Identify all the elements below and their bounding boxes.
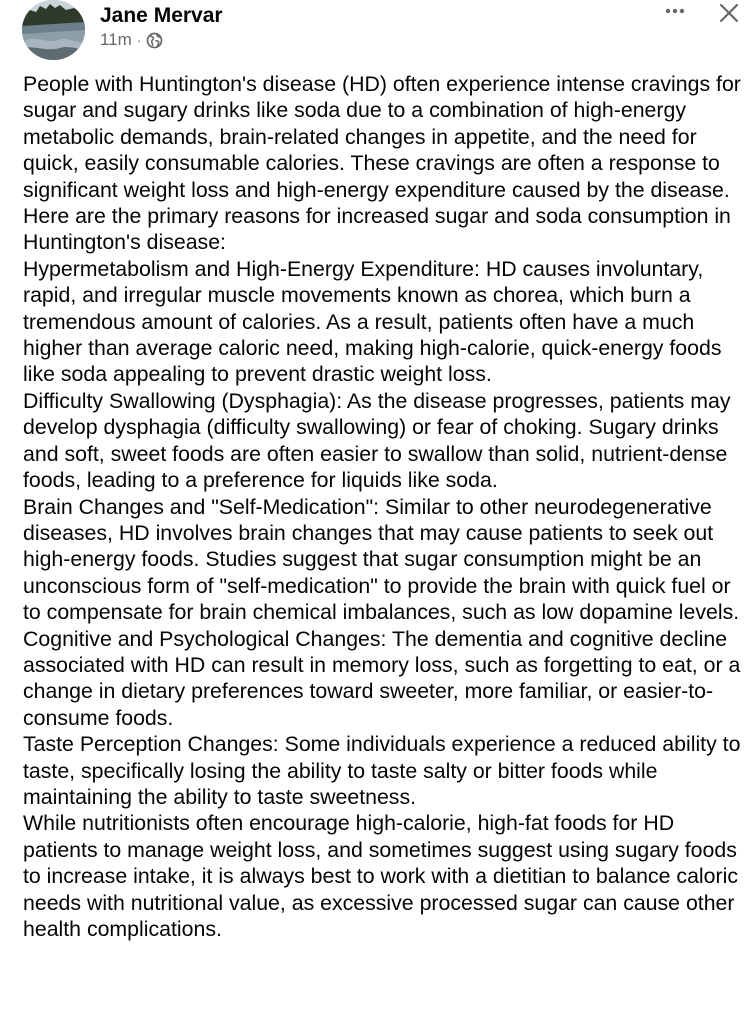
- avatar[interactable]: [22, 0, 85, 60]
- close-button[interactable]: [712, 0, 746, 26]
- post-paragraph: Brain Changes and "Self-Medication": Similar to other neurodegenerative diseases, HD involves brain changes that may cause patients to seek out high-energy foods. Studies suggest that sugar consumption might be an unconscious form of "self-medication" to provide the brain with quick fuel or to compensate for brain chemical imbalances, such as low dopamine levels.: [23, 494, 740, 625]
- post-paragraph: People with Huntington's disease (HD) often experience intense cravings for sugar and sugary drinks like soda due to a combination of high-energy metabolic demands, brain-related changes in appetite, and the need for quick, easily consumable calories. These cravings are often a response to significant weight loss and high-energy expenditure caused by the disease.: [23, 72, 741, 202]
- meta-separator: ·: [136, 32, 142, 48]
- post-text: [23, 71, 749, 942]
- post-paragraph: Difficulty Swallowing (Dysphagia): As the disease progresses, patients may develop dysphagia (difficulty swallowing) or fear of choking. Sugary drinks and soft, sweet foods are often easier to swallow than solid, nutrient-dense foods, leading to a preference for liquids like soda.: [23, 388, 731, 493]
- post-paragraph: Here are the primary reasons for increased sugar and soda consumption in Huntington's disease:: [23, 204, 731, 255]
- more-options-button[interactable]: [659, 0, 691, 22]
- close-icon: [718, 2, 740, 24]
- avatar-image: [22, 0, 85, 60]
- post-header: [0, 0, 755, 66]
- post-timestamp[interactable]: 11m: [100, 30, 132, 49]
- post-paragraph: Cognitive and Psychological Changes: The dementia and cognitive decline associated with HD can result in memory loss, such as forgetting to eat, or a change in dietary preferences toward sweeter, more familiar, or easier-to-consume foods.: [23, 626, 741, 730]
- more-options-icon: [663, 7, 687, 15]
- globe-icon[interactable]: [146, 32, 163, 49]
- post-paragraph: While nutritionists often encourage high-calorie, high-fat foods for HD patients to manage weight loss, and sometimes suggest using sugary foods to increase intake, it is always best to work with a dietitian to balance caloric needs with nutritional value, as excessive processed sugar can cause other health complications.: [23, 811, 738, 941]
- post-paragraph: Taste Perception Changes: Some individuals experience a reduced ability to taste, specifically losing the ability to taste salty or bitter foods while maintaining the ability to taste sweetness.: [23, 732, 741, 809]
- post-meta: [100, 29, 163, 51]
- author-name[interactable]: Jane Mervar: [100, 4, 223, 27]
- post-paragraph: Hypermetabolism and High-Energy Expenditure: HD causes involuntary, rapid, and irregular muscle movements known as chorea, which burn a tremendous amount of calories. As a result, patients often have a much higher than average caloric need, making high-calorie, quick-energy foods like soda appealing to prevent drastic weight loss.: [23, 256, 722, 387]
